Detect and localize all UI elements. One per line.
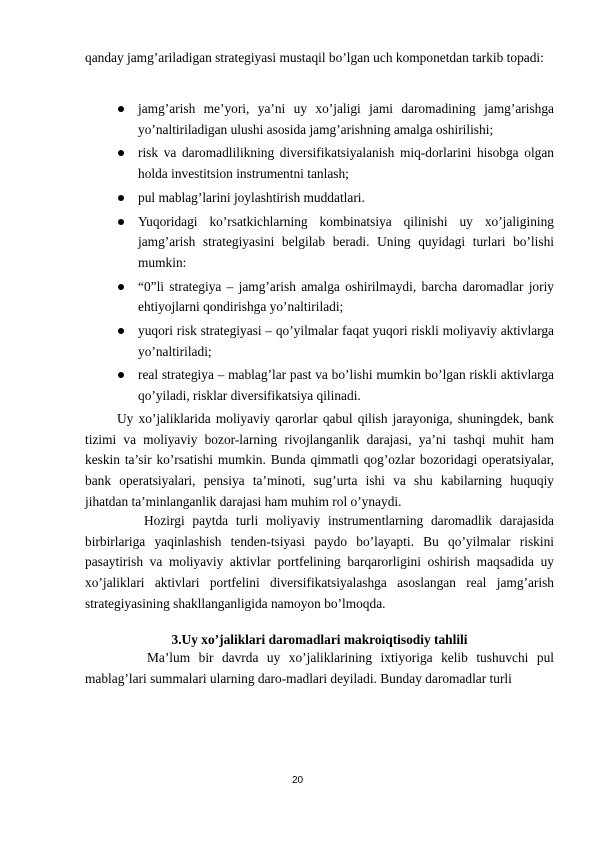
bullet-icon	[118, 372, 124, 378]
bullet-icon	[118, 195, 124, 201]
list-item-text: jamg’arish me’yori, ya’ni uy xo’jaligi jami daromadining jamg’arishga yo’naltiriladigan ulushi asosida jamg’arishning amalga oshirilishi;	[138, 101, 554, 137]
list-item	[85, 99, 554, 140]
list-item	[85, 277, 554, 318]
section-heading: 3.Uy xo’jaliklari daromadlari makroiqtisodiy tahlili	[171, 632, 468, 647]
list-item-text: real strategiya – mablag’lar past va bo’lishi mumkin bo’lgan riskli aktivlarga qo’yiladi, risklar diversifikatsiya qilinadi.	[138, 367, 554, 404]
bullet-icon	[118, 106, 124, 112]
list-item	[85, 143, 554, 184]
bullet-icon	[118, 328, 124, 334]
paragraph-instrument-convergence: Hozirgi paytda turli moliyaviy instrumentlarning daromadlik darajasida birbirlariga yaqinlashish tenden-tsiyasi paydo bo’layapti. Bu qo’yilmalar riskini pasaytirish va moliyaviy aktivlar portfelining barqarorligini oshirish maqsadida uy xo’jaliklari aktivlari portfelini diversifikatsiyalashga asoslangan real jamg’arish strategiyasining shakllanganligida namoyon bo’lmoqda.	[85, 513, 554, 611]
bullet-icon	[118, 150, 124, 156]
list-item-text: “0”li strategiya – jamg’arish amalga oshirilmaydi, barcha daromadlar joriy ehtiyojlarni qondirishga yo’naltiriladi;	[138, 278, 554, 315]
paragraph-income-definition: Ma’lum bir davrda uy xo’jaliklarining ixtiyoriga kelib tushuvchi pul mablag’lari summalari ularning daro-madlari deyiladi. Bunday daromadlar turli	[85, 650, 554, 686]
list-item	[85, 188, 554, 209]
list-item-text: yuqori risk strategiyasi – qo’yilmalar faqat yuqori riskli moliyaviy aktivlarga yo’naltiriladi;	[138, 323, 554, 359]
list-item	[85, 321, 554, 362]
bullet-icon	[118, 284, 124, 290]
list-item	[85, 365, 554, 406]
page-number: 20	[291, 775, 304, 786]
list-item-text: risk va daromadlilikning diversifikatsiyalanish miq-dorlarini hisobga olgan holda investitsion instrumentni tanlash;	[138, 145, 554, 182]
bullet-list	[85, 99, 554, 410]
list-item-text: pul mablag’larini joylashtirish muddatlari.	[138, 189, 365, 205]
intro-text: qanday jamg’ariladigan strategiyasi mustaqil bo’lgan uch komponetdan tarkib topadi:	[85, 50, 544, 65]
list-item	[85, 212, 554, 274]
paragraph-financial-decisions: Uy xo’jaliklarida moliyaviy qarorlar qabul qilish jarayoniga, shuningdek, bank tizimi va moliyaviy bozor-larning rivojlanganlik darajasi, ya’ni tashqi muhit ham keskin ta’sir ko’rsatishi mumkin. Bunda qimmatli qog’ozlar bozoridagi operatsiyalar, bank operatsiyalari, pensiya ta’minoti, sug’urta ishi va shu kabilarning huquqiy jihatdan ta’minlanganlik darajasi ham muhim rol o’ynaydi.	[85, 411, 554, 509]
list-item-text: Yuqoridagi ko’rsatkichlarning kombinatsiya qilinishi uy xo’jaligining jamg’arish strategiyasini belgilab beradi. Uning quyidagi turlari bo’lishi mumkin:	[138, 213, 554, 270]
bullet-icon	[118, 219, 124, 225]
